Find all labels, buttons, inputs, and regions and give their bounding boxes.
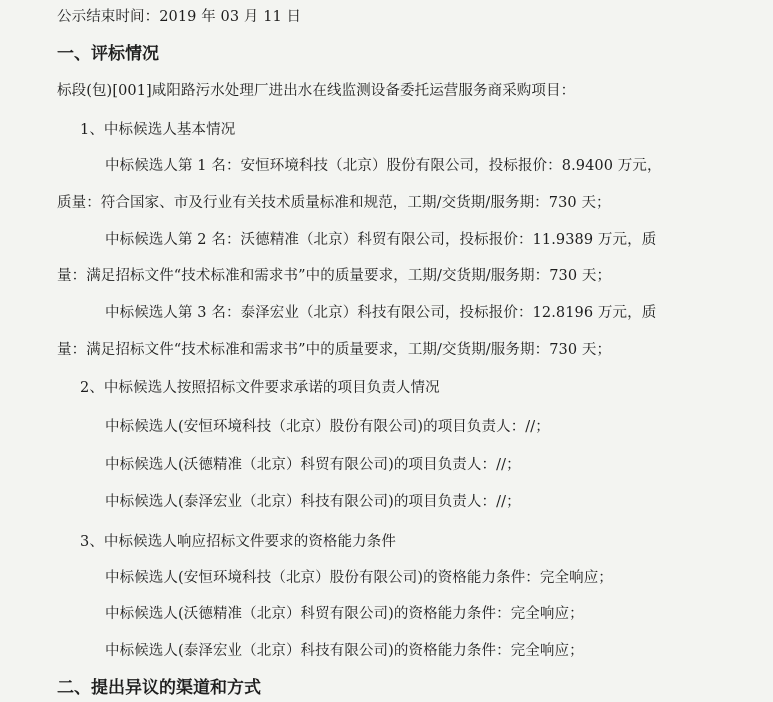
qualification-item-3: 中标候选人(泰泽宏业（北京）科技有限公司)的资格能力条件：完全响应； — [105, 643, 584, 659]
section-heading-objection: 二、提出异议的渠道和方式 — [57, 678, 261, 698]
subsection-title-qualification: 3、中标候选人响应招标文件要求的资格能力条件 — [80, 534, 396, 550]
candidate-2-line-2: 量：满足招标文件“技术标准和需求书”中的质量要求，工期/交货期/服务期：730 天； — [57, 268, 612, 284]
candidate-1-line-1: 中标候选人第 1 名：安恒环境科技（北京）股份有限公司，投标报价：8.9400 万元， — [105, 158, 662, 174]
publicity-end-date: 公示结束时间：2019 年 03 月 11 日 — [57, 9, 302, 25]
project-leader-item-2: 中标候选人(沃德精准（北京）科贸有限公司)的项目负责人：//； — [105, 457, 521, 473]
candidate-3-line-1: 中标候选人第 3 名：泰泽宏业（北京）科技有限公司，投标报价：12.8196 万元，质 — [105, 305, 657, 321]
lot-title: 标段(包)[001]咸阳路污水处理厂进出水在线监测设备委托运营服务商采购项目： — [57, 83, 576, 99]
subsection-title-project-leader: 2、中标候选人按照招标文件要求承诺的项目负责人情况 — [80, 380, 440, 396]
candidate-2-line-1: 中标候选人第 2 名：沃德精准（北京）科贸有限公司，投标报价：11.9389 万元，质 — [105, 232, 657, 248]
section-heading-evaluation: 一、评标情况 — [57, 44, 159, 64]
candidate-1-line-2: 质量：符合国家、市及行业有关技术质量标准和规范，工期/交货期/服务期：730 天； — [57, 195, 611, 211]
qualification-item-2: 中标候选人(沃德精准（北京）科贸有限公司)的资格能力条件：完全响应； — [105, 606, 584, 622]
project-leader-item-1: 中标候选人(安恒环境科技（北京）股份有限公司)的项目负责人：//； — [105, 419, 550, 435]
qualification-item-1: 中标候选人(安恒环境科技（北京）股份有限公司)的资格能力条件：完全响应； — [105, 570, 613, 586]
subsection-title-basic-info: 1、中标候选人基本情况 — [80, 122, 236, 138]
candidate-3-line-2: 量：满足招标文件“技术标准和需求书”中的质量要求，工期/交货期/服务期：730 天； — [57, 342, 612, 358]
project-leader-item-3: 中标候选人(泰泽宏业（北京）科技有限公司)的项目负责人：//； — [105, 494, 521, 510]
